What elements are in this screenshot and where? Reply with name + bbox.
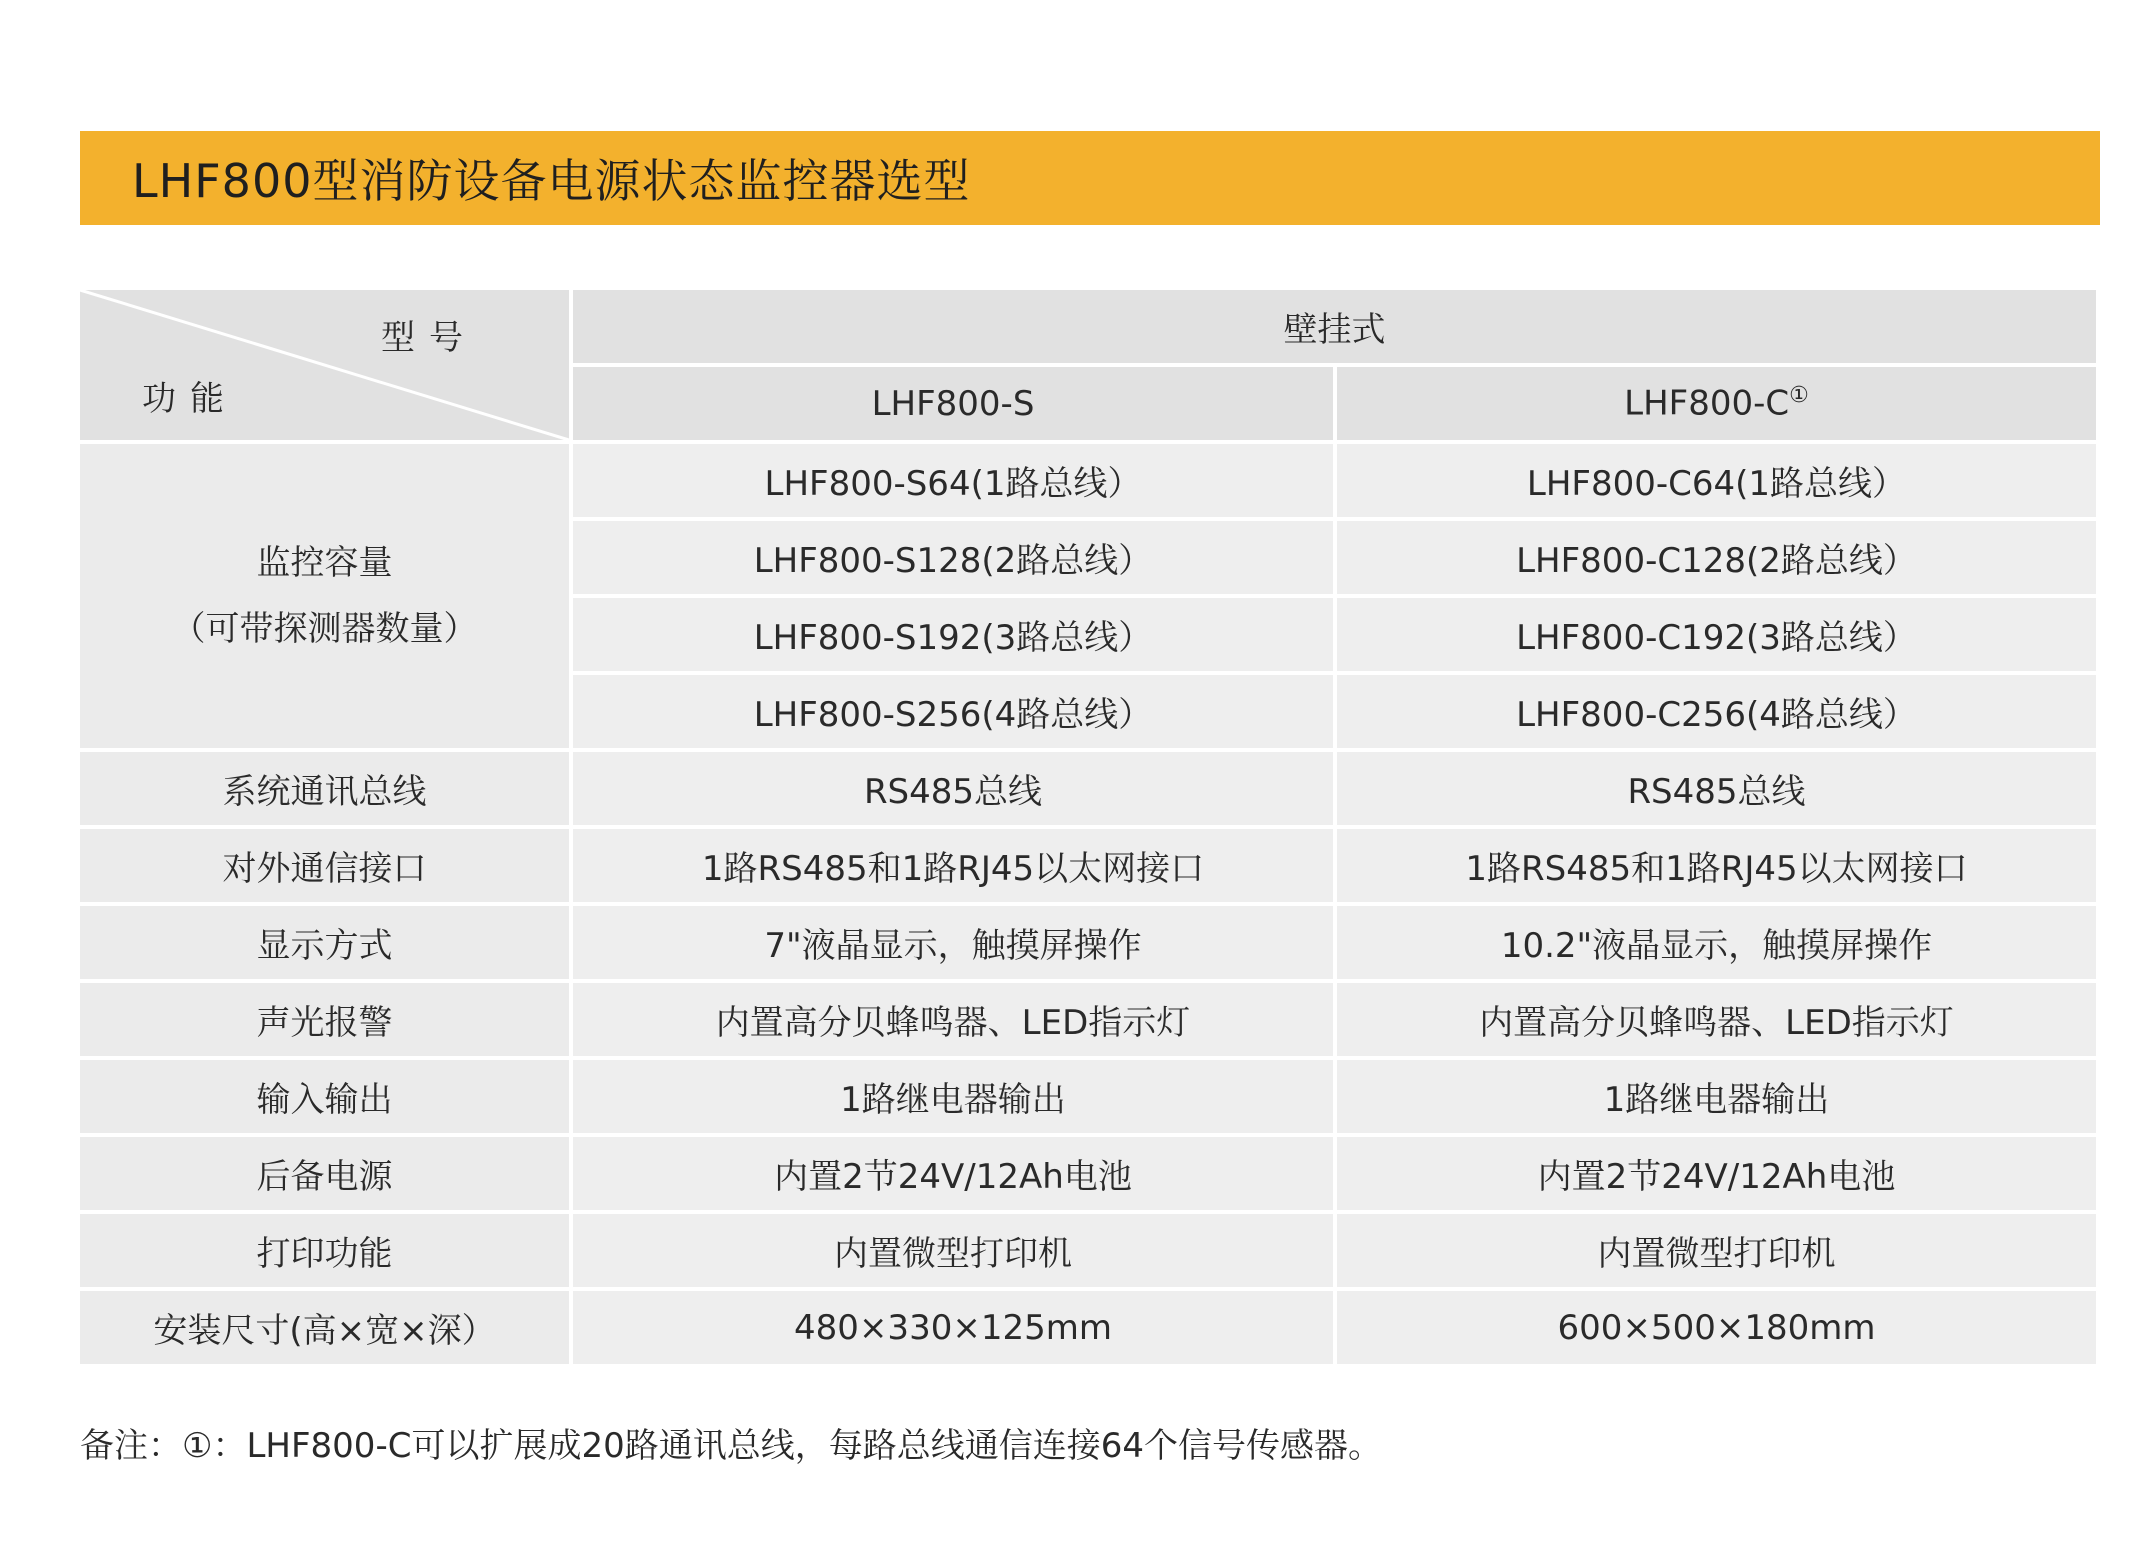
row-label: 打印功能 [80,1214,569,1287]
table-row [80,1291,2096,1364]
footnote-mark: ① [1789,383,1809,409]
capacity-c-2: LHF800-C128(2路总线） [1337,521,2096,594]
cell-c: RS485总线 [1337,752,2096,825]
page-title: LHF800型消防设备电源状态监控器选型 [132,154,971,208]
row-label-capacity [80,444,569,748]
table-row [80,1137,2096,1210]
model-header-c [1337,367,2096,440]
table-row [80,906,2096,979]
row-label: 输入输出 [80,1060,569,1133]
cell-s: 内置微型打印机 [573,1214,1333,1287]
cell-s: 1路继电器输出 [573,1060,1333,1133]
header-row-group [80,290,2096,363]
cell-s: 内置高分贝蜂鸣器、LED指示灯 [573,983,1333,1056]
capacity-c-4: LHF800-C256(4路总线） [1337,675,2096,748]
capacity-label-line2: （可带探测器数量） [171,609,478,649]
table-row [80,444,2096,517]
model-header-s: LHF800-S [573,367,1333,440]
capacity-s-1: LHF800-S64(1路总线） [573,444,1333,517]
cell-s: RS485总线 [573,752,1333,825]
corner-label-function: 功能 [142,379,238,419]
capacity-c-3: LHF800-C192(3路总线） [1337,598,2096,671]
cell-c: 内置微型打印机 [1337,1214,2096,1287]
cell-c: 1路继电器输出 [1337,1060,2096,1133]
row-label: 安装尺寸(高×宽×深） [80,1291,569,1364]
cell-s: 1路RS485和1路RJ45以太网接口 [573,829,1333,902]
table-row [80,1214,2096,1287]
group-header-wall-mounted: 壁挂式 [573,290,2096,363]
cell-s: 内置2节24V/12Ah电池 [573,1137,1333,1210]
row-label: 对外通信接口 [80,829,569,902]
cell-c: 内置高分贝蜂鸣器、LED指示灯 [1337,983,2096,1056]
table-row [80,752,2096,825]
cell-s: 480×330×125mm [573,1291,1333,1364]
capacity-s-3: LHF800-S192(3路总线） [573,598,1333,671]
cell-c: 10.2"液晶显示，触摸屏操作 [1337,906,2096,979]
title-bar [80,131,2100,225]
cell-c: 1路RS485和1路RJ45以太网接口 [1337,829,2096,902]
capacity-label-line1: 监控容量 [256,543,393,583]
capacity-s-4: LHF800-S256(4路总线） [573,675,1333,748]
row-label: 声光报警 [80,983,569,1056]
cell-c: 内置2节24V/12Ah电池 [1337,1137,2096,1210]
corner-label-model: 型号 [381,318,477,358]
footnote: 备注：①：LHF800-C可以扩展成20路通讯总线，每路总线通信连接64个信号传感器。 [80,1426,1382,1466]
model-header-c-label: LHF800-C [1624,383,1790,424]
capacity-c-1: LHF800-C64(1路总线） [1337,444,2096,517]
table-row [80,1060,2096,1133]
row-label: 显示方式 [80,906,569,979]
capacity-s-2: LHF800-S128(2路总线） [573,521,1333,594]
spec-table [76,286,2100,1368]
row-label: 后备电源 [80,1137,569,1210]
corner-cell [80,290,569,440]
row-label: 系统通讯总线 [80,752,569,825]
cell-c: 600×500×180mm [1337,1291,2096,1364]
table-row [80,829,2096,902]
cell-s: 7"液晶显示，触摸屏操作 [573,906,1333,979]
table-row [80,983,2096,1056]
